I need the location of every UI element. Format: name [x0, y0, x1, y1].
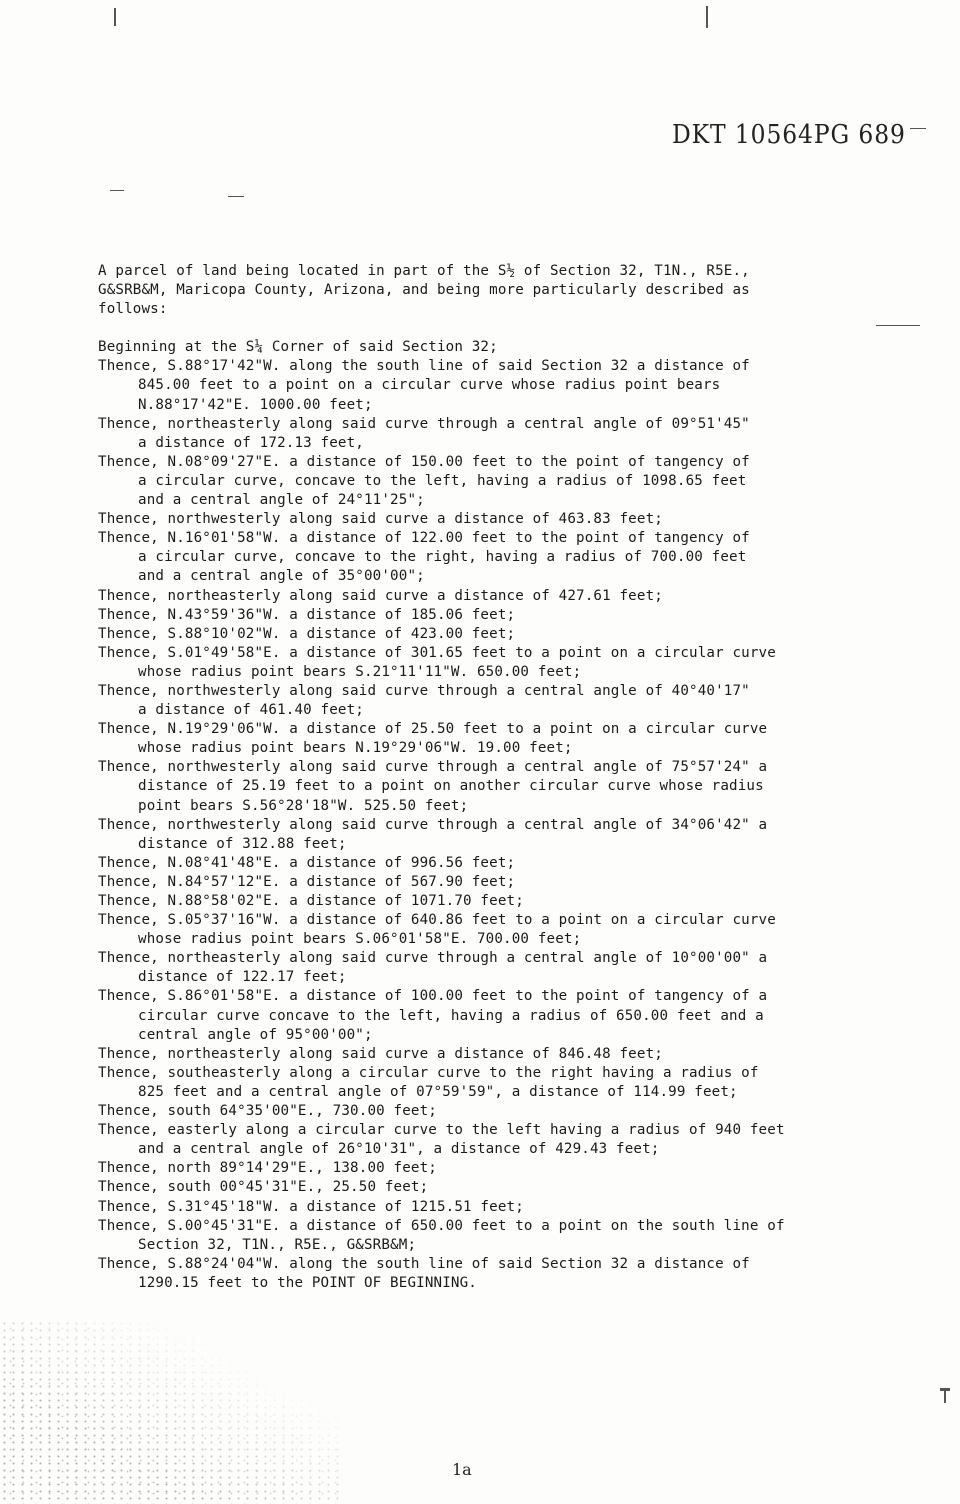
course-line: Thence, N.84°57'12"E. a distance of 567.90 feet; [98, 873, 516, 890]
course-continuation-line: a distance of 461.40 feet; [138, 702, 364, 719]
course-line: Thence, S.05°37'16"W. a distance of 640.86 feet to a point on a circular curve [98, 912, 776, 929]
course-line: Thence, S.88°17'42"W. along the south line of said Section 32 a distance of [98, 358, 750, 375]
course-line: Thence, N.16°01'58"W. a distance of 122.00 feet to the point of tangency of [98, 530, 750, 547]
course-entry [98, 1121, 858, 1159]
course-entry [98, 854, 858, 873]
course-continuation-line: a distance of 172.13 feet, [138, 434, 364, 451]
course-continuation-line: central angle of 95°00'00"; [138, 1026, 373, 1043]
course-line: Thence, southeasterly along a circular curve to the right having a radius of [98, 1064, 759, 1081]
course-continuation-line: and a central angle of 24°11'25"; [138, 492, 425, 509]
intro-line: follows: [98, 301, 168, 318]
course-entry [98, 338, 858, 357]
course-line: Thence, S.00°45'31"E. a distance of 650.00 feet to a point on the south line of [98, 1217, 785, 1234]
scan-mark [910, 128, 926, 129]
course-continuation-line: point bears S.56°28'18"W. 525.50 feet; [138, 797, 469, 814]
course-line: Thence, N.43°59'36"W. a distance of 185.06 feet; [98, 606, 516, 623]
course-entry [98, 911, 858, 949]
course-line: Thence, northwesterly along said curve through a central angle of 75°57'24" a [98, 759, 768, 776]
course-line: Thence, north 89°14'29"E., 138.00 feet; [98, 1160, 437, 1177]
course-line: Thence, south 64°35'00"E., 730.00 feet; [98, 1103, 437, 1120]
course-entry [98, 987, 858, 1044]
course-continuation-line: and a central angle of 26°10'31", a distance of 429.43 feet; [138, 1141, 660, 1158]
course-line: Thence, N.08°41'48"E. a distance of 996.56 feet; [98, 854, 516, 871]
course-entry [98, 625, 858, 644]
course-line: Thence, northeasterly along said curve a distance of 427.61 feet; [98, 587, 663, 604]
course-continuation-line: N.88°17'42"E. 1000.00 feet; [138, 396, 373, 413]
course-line: Thence, northeasterly along said curve through a central angle of 10°00'00" a [98, 950, 768, 967]
course-entry [98, 587, 858, 606]
course-line: Thence, northeasterly along said curve through a central angle of 09°51'45" [98, 415, 750, 432]
course-entry [98, 453, 858, 510]
page-number: 1a [452, 1460, 472, 1479]
course-continuation-line: distance of 312.88 feet; [138, 835, 347, 852]
course-line: Thence, easterly along a circular curve to the left having a radius of 940 feet [98, 1122, 785, 1139]
scan-mark [110, 190, 124, 191]
scan-mark [876, 325, 920, 326]
course-continuation-line: distance of 25.19 feet to a point on another circular curve whose radius [138, 778, 764, 795]
course-entry [98, 644, 858, 682]
scan-mark [114, 8, 116, 26]
course-continuation-line: a circular curve, concave to the right, having a radius of 700.00 feet [138, 549, 747, 566]
course-line: Beginning at the S¼ Corner of said Section 32; [98, 339, 498, 356]
course-entry [98, 892, 858, 911]
scan-mark [706, 6, 708, 28]
course-continuation-line: 1290.15 feet to the POINT OF BEGINNING. [138, 1274, 477, 1291]
course-line: Thence, northwesterly along said curve through a central angle of 40°40'17" [98, 682, 750, 699]
course-line: Thence, northwesterly along said curve through a central angle of 34°06'42" a [98, 816, 768, 833]
scan-noise [0, 1320, 340, 1504]
course-continuation-line: and a central angle of 35°00'00"; [138, 568, 425, 585]
intro-line: A parcel of land being located in part of the S½ of Section 32, T1N., R5E., [98, 263, 750, 279]
course-line: Thence, south 00°45'31"E., 25.50 feet; [98, 1179, 429, 1196]
course-entry [98, 1159, 858, 1178]
course-continuation-line: distance of 122.17 feet; [138, 969, 347, 986]
course-line: Thence, N.08°09'27"E. a distance of 150.00 feet to the point of tangency of [98, 453, 750, 470]
course-entry [98, 606, 858, 625]
course-line: Thence, S.88°24'04"W. along the south line of said Section 32 a distance of [98, 1255, 750, 1272]
course-entry [98, 682, 858, 720]
course-continuation-line: Section 32, T1N., R5E., G&SRB&M; [138, 1236, 417, 1253]
course-continuation-line: circular curve concave to the left, having a radius of 650.00 feet and a [138, 1007, 764, 1024]
course-list [98, 338, 858, 1293]
course-continuation-line: whose radius point bears S.06°01'58"E. 700.00 feet; [138, 931, 582, 948]
course-line: Thence, N.19°29'06"W. a distance of 25.50 feet to a point on a circular curve [98, 721, 768, 738]
scan-mark [944, 1391, 946, 1403]
course-continuation-line: whose radius point bears S.21°11'11"W. 650.00 feet; [138, 663, 582, 680]
course-entry [98, 720, 858, 758]
course-line: Thence, S.86°01'58"E. a distance of 100.00 feet to the point of tangency of a [98, 988, 768, 1005]
course-line: Thence, S.88°10'02"W. a distance of 423.00 feet; [98, 625, 516, 642]
course-entry [98, 1102, 858, 1121]
scan-mark [228, 196, 244, 197]
course-entry [98, 1255, 858, 1293]
course-entry [98, 816, 858, 854]
course-entry [98, 873, 858, 892]
course-continuation-line: whose radius point bears N.19°29'06"W. 19.00 feet; [138, 740, 573, 757]
course-line: Thence, S.01°49'58"E. a distance of 301.65 feet to a point on a circular curve [98, 644, 776, 661]
course-entry [98, 1217, 858, 1255]
course-entry [98, 949, 858, 987]
recording-book-page-stamp: DKT 10564PG 689 [672, 120, 906, 150]
course-entry [98, 1178, 858, 1197]
course-continuation-line: 825 feet and a central angle of 07°59'59", a distance of 114.99 feet; [138, 1083, 738, 1100]
course-entry [98, 357, 858, 414]
course-continuation-line: a circular curve, concave to the left, having a radius of 1098.65 feet [138, 472, 747, 489]
course-entry [98, 529, 858, 586]
course-line: Thence, N.88°58'02"E. a distance of 1071.70 feet; [98, 893, 524, 909]
course-entry [98, 1045, 858, 1064]
course-entry [98, 1198, 858, 1217]
legal-description [98, 262, 858, 1293]
course-entry [98, 758, 858, 815]
course-line: Thence, S.31°45'18"W. a distance of 1215.51 feet; [98, 1198, 524, 1215]
course-entry [98, 1064, 858, 1102]
course-entry [98, 510, 858, 529]
intro-paragraph [98, 262, 858, 319]
course-continuation-line: 845.00 feet to a point on a circular curve whose radius point bears [138, 377, 721, 394]
course-line: Thence, northeasterly along said curve a distance of 846.48 feet; [98, 1045, 663, 1062]
course-line: Thence, northwesterly along said curve a distance of 463.83 feet; [98, 511, 663, 528]
course-entry [98, 415, 858, 453]
intro-line: G&SRB&M, Maricopa County, Arizona, and being more particularly described as [98, 282, 750, 299]
